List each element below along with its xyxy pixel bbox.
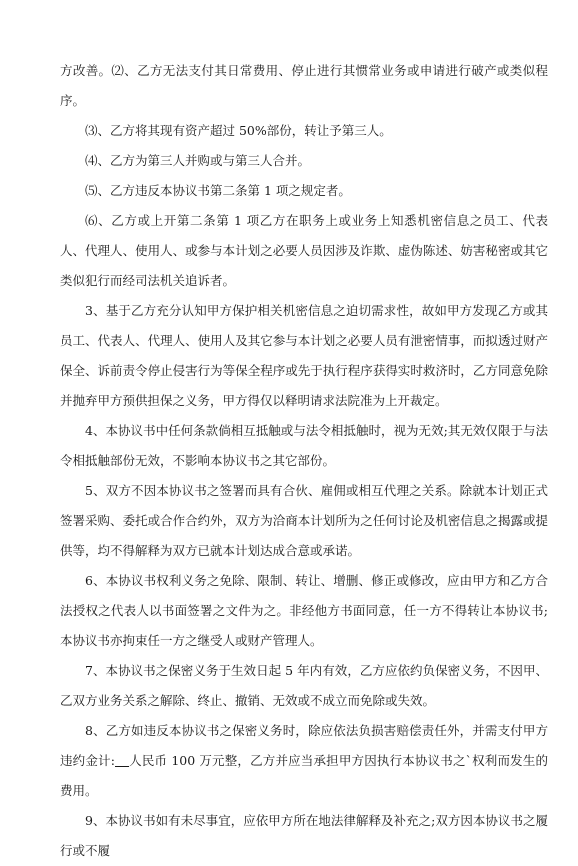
paragraph-clause-9: 9、本协议书如有未尽事宜，应依甲方所在地法律解释及补充之;双方因本协议书之履行或不履 [60,813,548,858]
paragraph-continuation: 方改善。⑵、乙方无法支付其日常费用、停止进行其惯常业务或申请进行破产或类似程序。 [60,63,548,108]
paragraph-clause-6: 6、本协议书权利义务之免除、限制、转让、增删、修正或修改，应由甲方和乙方合法授权之代表人以书面签署之文件为之。非经他方书面同意，任一方不得转让本协议书;本协议书亦拘束任一方之继受人或财产管理人。 [60,573,548,648]
clause-8-text-after: 人民币 100 万元整，乙方并应当承担甲方因执行本协议书之`权利而发生的费用。 [60,753,549,798]
paragraph-item-4: ⑷、乙方为第三人并购或与第三人合并。 [85,153,311,168]
paragraph-clause-5: 5、双方不因本协议书之签署而具有合伙、雇佣或相互代理之关系。除就本计划正式签署采购、委托或合作合约外，双方为洽商本计划所为之任何讨论及机密信息之揭露或提供等，均不得解释为双方已就本计划达成合意或承诺。 [60,483,548,558]
paragraph-item-3: ⑶、乙方将其现有资产超过 50%部份，转让予第三人。 [85,123,392,138]
paragraph-clause-7: 7、本协议书之保密义务于生效日起 5 年内有效，乙方应依约负保密义务，不因甲、乙双方业务关系之解除、终止、撤销、无效或不成立而免除或失效。 [60,663,548,708]
paragraph-clause-3: 3、基于乙方充分认知甲方保护相关机密信息之迫切需求性，故如甲方发现乙方或其员工、代表人、代理人、使用人及其它参与本计划之必要人员有泄密情事，而拟透过财产保全、诉前责令停止侵害行为等保全程序或先于执行程序获得实时救济时，乙方同意免除并抛弃甲方预供担保之义务，甲方得仅以释明请求法院准为上开裁定。 [60,303,548,408]
paragraph-clause-4: 4、本协议书中任何条款倘相互抵触或与法令相抵触时，视为无效;其无效仅限于与法令相抵触部份无效，不影响本协议书之其它部份。 [60,423,548,468]
paragraph-item-5: ⑸、乙方违反本协议书第二条第 1 项之规定者。 [85,183,351,198]
paragraph-clause-8 [60,716,548,806]
blank-underline [115,752,129,767]
paragraph-item-6: ⑹、乙方或上开第二条第 1 项乙方在职务上或业务上知悉机密信息之员工、代表人、代理人、使用人、或参与本计划之必要人员因涉及诈欺、虚伪陈述、妨害秘密或其它类似犯行而经司法机关追诉者。 [60,213,548,288]
clause-8-text-before: 8、乙方如违反本协议书之保密义务时，除应依法负损害赔偿责任外，并需支付甲方违约金计: [60,723,548,768]
document-page [60,56,548,866]
